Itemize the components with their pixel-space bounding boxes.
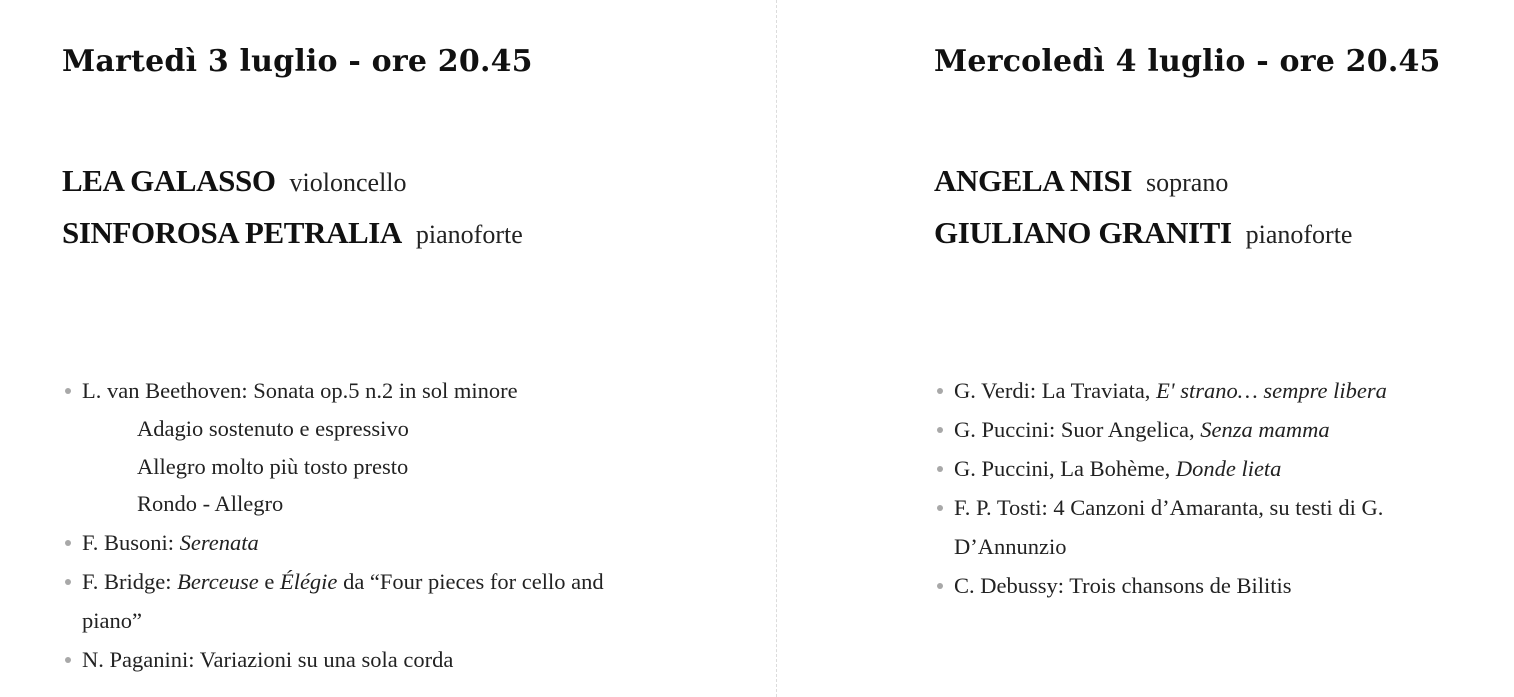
program-item: L. van Beethoven: Sonata op.5 n.2 in sol minore bbox=[62, 371, 642, 410]
work-title: Élégie bbox=[279, 568, 338, 594]
program-item bbox=[62, 523, 642, 562]
composer: G. Puccini: Suor Angelica, bbox=[954, 417, 1201, 442]
program-item: N. Paganini: Variazioni su una sola corda bbox=[62, 640, 642, 679]
program-item bbox=[62, 562, 642, 640]
performer bbox=[62, 217, 523, 248]
performer-name: ANGELA NISI bbox=[934, 163, 1133, 198]
concert-date: Mercoledì 4 luglio - ore 20.45 bbox=[934, 44, 1441, 79]
page-divider bbox=[776, 0, 777, 697]
program-item: C. Debussy: Trois chansons de Bilitis bbox=[934, 566, 1414, 605]
performer bbox=[934, 165, 1228, 196]
movement: Rondo - Allegro bbox=[137, 491, 284, 516]
work-title: Senza mamma bbox=[1200, 417, 1330, 442]
performer bbox=[62, 165, 407, 196]
performer-role: pianoforte bbox=[415, 220, 523, 249]
composer: F. Busoni: bbox=[82, 529, 180, 555]
program-item bbox=[934, 371, 1414, 410]
composer: G. Puccini, La Bohème, bbox=[954, 456, 1176, 481]
work-title: Berceuse bbox=[177, 568, 259, 594]
performer-role: soprano bbox=[1146, 168, 1229, 197]
conjunction: e bbox=[258, 568, 280, 594]
movement: Adagio sostenuto e espressivo bbox=[137, 416, 409, 441]
performer-role: violoncello bbox=[289, 168, 407, 197]
composer: G. Verdi: La Traviata, bbox=[954, 378, 1157, 403]
program-item: F. P. Tosti: 4 Canzoni d’Amaranta, su testi di G. D’Annunzio bbox=[934, 488, 1414, 566]
concert-date: Martedì 3 luglio - ore 20.45 bbox=[62, 44, 533, 79]
work-title: Donde lieta bbox=[1175, 456, 1282, 481]
program-item bbox=[934, 449, 1414, 488]
work-source: da “Four pieces for cello and piano” bbox=[82, 568, 604, 633]
performer-name: SINFOROSA PETRALIA bbox=[62, 215, 402, 250]
composer: F. Bridge: bbox=[82, 568, 178, 594]
performer-name: LEA GALASSO bbox=[62, 163, 276, 198]
work-title: E' strano… sempre libera bbox=[1156, 378, 1387, 403]
program-item bbox=[934, 410, 1414, 449]
work-title: Serenata bbox=[179, 529, 259, 555]
program-list bbox=[62, 371, 642, 679]
performer-name: GIULIANO GRANITI bbox=[934, 215, 1232, 250]
program-list bbox=[934, 371, 1414, 605]
movement: Allegro molto più tosto presto bbox=[137, 453, 409, 479]
performer bbox=[934, 217, 1352, 248]
performer-role: pianoforte bbox=[1245, 220, 1353, 249]
